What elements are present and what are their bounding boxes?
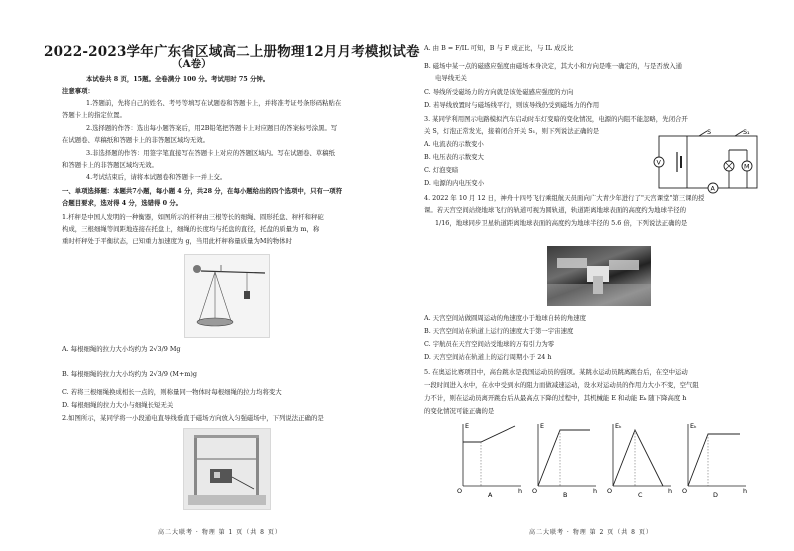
q3-stem: 关 S，灯泡正常发光，接着闭合开关 S₁，则下列说法正确的是 bbox=[424, 127, 600, 135]
page-footer: 高二大联考 · 物理 第 1 页（共 8 页） bbox=[158, 529, 282, 536]
steelyard-drawing bbox=[185, 255, 269, 337]
q5-stem: 一段时间进入水中，在水中受到水的阻力而做减速运动，设水对运动员的作用力大小不变，空气阻 bbox=[424, 381, 699, 389]
space-station-drawing bbox=[547, 246, 651, 306]
graph-b bbox=[530, 420, 600, 498]
q5-stem: 的变化情况可能正确的是 bbox=[424, 407, 495, 415]
note-line: 和答题卡上的非答题区域均无效。 bbox=[62, 161, 158, 169]
note-line: 在试题卷、草稿纸和答题卡上的非答题区域均无效。 bbox=[62, 136, 209, 144]
graph-c-xlabel: h bbox=[668, 487, 673, 495]
graph-a-letter: A bbox=[488, 491, 493, 499]
q4-option-b: B. 天宫空间站在轨道上运行的速度大于第一宇宙速度 bbox=[424, 327, 574, 335]
q4-option-c: C. 宇航员在天宫空间站受地球的万有引力为零 bbox=[424, 340, 555, 348]
q4-stem: 4. 2022 年 10 月 12 日，神舟十四号飞行乘组航天员面向广大青少年进行了"天宫课堂"第三课的授 bbox=[424, 194, 705, 202]
graph-c-ylabel: Eₖ bbox=[615, 422, 622, 430]
q5-stem: 5. 在奥运比赛项目中，高台跳水是我国运动员的强项。某跳水运动员跳离跳台后，在空中运动 bbox=[424, 368, 688, 376]
exam-subtitle: （A卷） bbox=[172, 58, 212, 70]
q1-stem: 重时杆秤处于平衡状态，已知重力加速度为 g，当用此杆秤称量质量为M的物体时 bbox=[62, 237, 292, 245]
note-line: 3.非选择题的作答：用签字笔直接写在答题卡上对应的答题区域内。写在试题卷、草稿纸 bbox=[86, 149, 335, 157]
q1-stem: 构成，三根细绳等间距地连接在托盘上，细绳的长度均与托盘的直径，托盘的质量为 m，称 bbox=[62, 225, 320, 233]
q3-option-a: A. 电流表的示数变小 bbox=[424, 140, 484, 148]
space-station-photo bbox=[547, 246, 651, 306]
note-line: 1.答题前，先将自己的姓名、考号等填写在试题卷和答题卡上，并将准考证号条形码粘贴在 bbox=[86, 99, 342, 107]
graph-c bbox=[605, 420, 675, 498]
graph-b-xlabel: h bbox=[593, 487, 598, 495]
q5-stem: 力不计，则在运动员离开跳台后从最高点下降的过程中，其机械能 E 和动能 Eₖ 随下降高度 h bbox=[424, 394, 687, 402]
q4-stem: 1/16，地球同步卫星轨道距离地球表面的高度约为地球半径的 5.6 倍，下列说法正确的是 bbox=[435, 219, 688, 227]
svg-text:S: S bbox=[707, 128, 712, 136]
q2-option-c: C. 导线所受磁场力的方向就是该处磁感应强度的方向 bbox=[424, 88, 574, 96]
q1-stem: 1.杆秤是中国人发明的一种衡器，如图所示的杆秤由三根等长的细绳、圆形托盘、秤杆和秤砣 bbox=[62, 213, 324, 221]
graph-c-letter: C bbox=[638, 491, 643, 499]
graph-d-curve bbox=[688, 434, 740, 486]
q1-option-a: A. 每根细绳的拉力大小均约为 2√3/9 Mg bbox=[62, 345, 181, 353]
graph-d bbox=[680, 420, 750, 498]
graph-d-letter: D bbox=[713, 491, 718, 499]
graph-a bbox=[455, 420, 525, 498]
q1-option-b: B. 每根细绳的拉力大小均约为 2√3/9 (M+m)g bbox=[62, 370, 197, 378]
exam-info: 本试卷共 8 页，15题。全卷满分 100 分。考试用时 75 分钟。 bbox=[86, 75, 270, 83]
graph-b-letter: B bbox=[563, 491, 568, 499]
graph-a-curve bbox=[463, 426, 515, 442]
graph-a-xlabel: h bbox=[518, 487, 523, 495]
magnet-apparatus-drawing bbox=[184, 429, 270, 509]
page-footer: 高二大联考 · 物理 第 2 页（共 8 页） bbox=[529, 529, 653, 536]
circuit-diagram bbox=[647, 128, 767, 196]
q4-stem: 课。若天宫空间站绕地球飞行的轨道可视为圆轨道，轨道距离地球表面的高度约为地球半径的 bbox=[424, 206, 687, 214]
svg-text:M: M bbox=[744, 162, 750, 171]
graph-d-ylabel: Eₖ bbox=[690, 422, 697, 430]
svg-text:S₁: S₁ bbox=[743, 128, 750, 136]
q3-option-b: B. 电压表的示数变大 bbox=[424, 153, 484, 161]
graph-b-ylabel: E bbox=[540, 422, 545, 430]
section-heading: 合题目要求，选对得 4 分，选错得 0 分。 bbox=[62, 199, 183, 207]
note-line: 4.考试结束后，请将本试题卷和答题卡一并上交。 bbox=[86, 173, 227, 181]
graph-d-origin: O bbox=[682, 487, 688, 495]
graph-d-xlabel: h bbox=[743, 487, 748, 495]
q3-option-c: C. 灯泡变暗 bbox=[424, 166, 459, 174]
q2-option-b: B. 磁场中某一点的磁感应强度由磁场本身决定，其大小和方向是唯一确定的，与是否放入通 bbox=[424, 62, 682, 70]
exam-title: 2022-2023学年广东省区域高二上册物理12月月考模拟试卷 bbox=[44, 44, 420, 60]
graph-c-curve bbox=[613, 430, 663, 486]
exam-page-2 bbox=[397, 0, 794, 551]
graph-b-origin: O bbox=[532, 487, 538, 495]
magnet-apparatus-figure bbox=[183, 428, 271, 510]
q2-option-a: A. 由 B = F/IL 可知，B 与 F 成正比，与 IL 成反比 bbox=[424, 44, 574, 52]
q2-option-d: D. 若导线放置时与磁场线平行，则该导线仍受到磁场力的作用 bbox=[424, 101, 600, 109]
graph-c-origin: O bbox=[607, 487, 613, 495]
q4-option-d: D. 天宫空间站在轨道上的运行周期小于 24 h bbox=[424, 353, 552, 361]
q1-option-d: D. 每根细绳的拉力大小与细绳长短无关 bbox=[62, 401, 174, 409]
graph-a-ylabel: E bbox=[465, 422, 470, 430]
q2-option-b-cont: 电导线无关 bbox=[435, 74, 467, 82]
note-line: 2.选择题的作答：选出每小题答案后，用2B铅笔把答题卡上对应题目的答案标号涂黑。写 bbox=[86, 124, 338, 132]
graph-a-origin: O bbox=[457, 487, 463, 495]
steelyard-figure bbox=[184, 254, 270, 338]
q1-option-c: C. 若将三根细绳换成相长一点的，则称量同一物体时每根细绳的拉力均将变大 bbox=[62, 388, 282, 396]
svg-text:V: V bbox=[656, 158, 661, 167]
q2-stem: 2.如图所示，某同学将一小段通电直导线垂直于磁场方向放入匀强磁场中，下列说法正确的是 bbox=[62, 414, 324, 422]
q3-option-d: D. 电源的内电压变小 bbox=[424, 179, 485, 187]
note-line: 答题卡上的指定位置。 bbox=[62, 111, 126, 119]
svg-text:A: A bbox=[710, 184, 715, 193]
graph-b-curve bbox=[538, 430, 590, 486]
q4-option-a: A. 天宫空间站做圆周运动的角速度小于地球自转的角速度 bbox=[424, 314, 587, 322]
section-heading: 一、单项选择题：本题共7小题，每小题 4 分，共28 分，在每小题给出的四个选项中，只有一项符 bbox=[62, 187, 343, 195]
q3-stem: 3. 某同学利用图示电路模拟汽车启动时车灯变暗的变化情况，电源的内阻不能忽略，先闭合开 bbox=[424, 115, 688, 123]
notes-heading: 注意事项： bbox=[62, 87, 94, 95]
